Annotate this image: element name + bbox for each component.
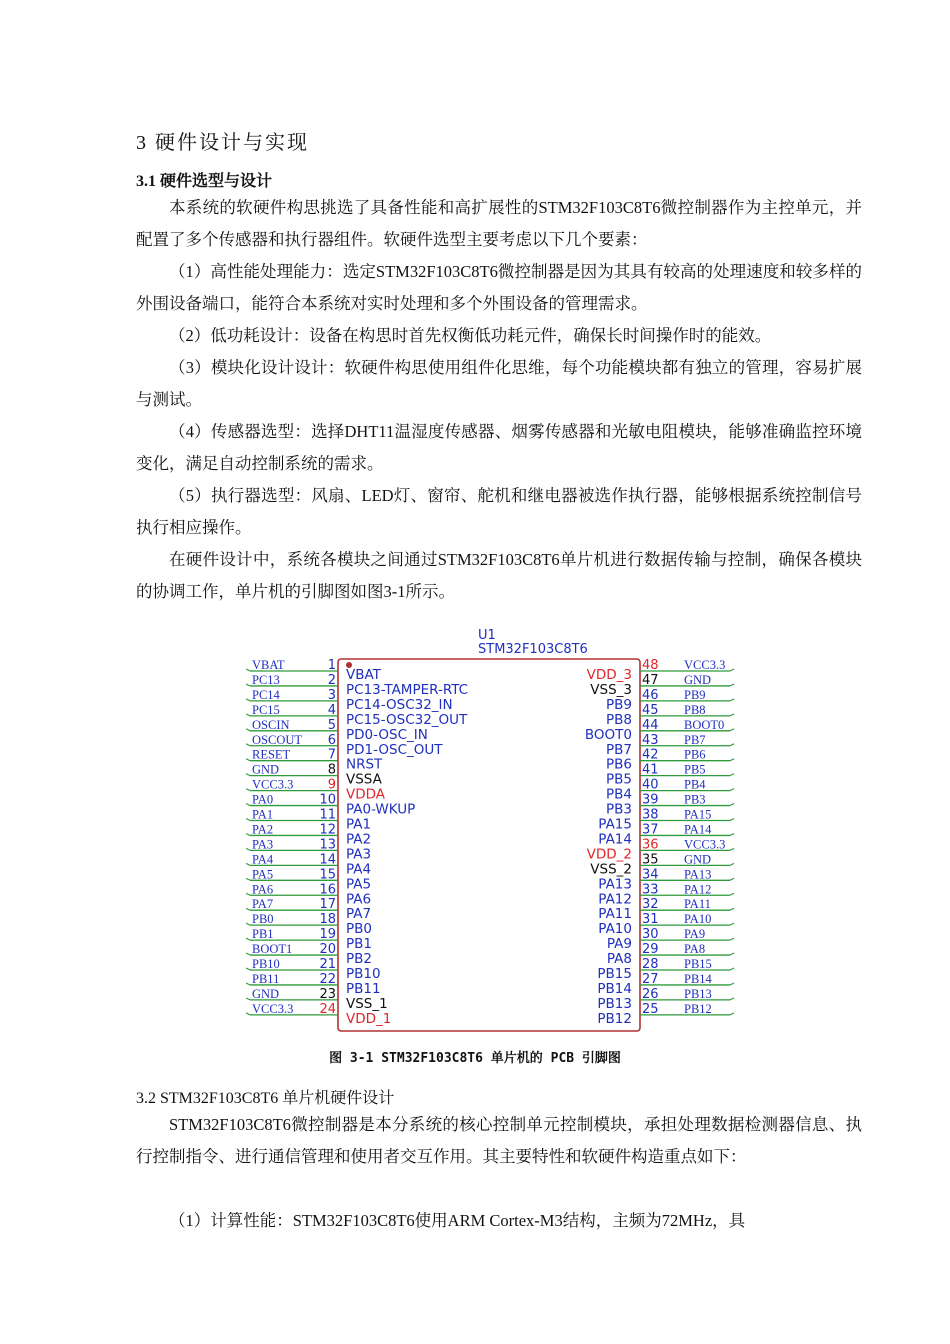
pin-wire-tip	[246, 774, 250, 776]
pin-name: BOOT0	[584, 726, 632, 743]
pin-name: PA8	[606, 951, 632, 968]
pin-number: 23	[319, 986, 336, 1002]
net-label: PA6	[252, 882, 274, 897]
paragraph-item-1: （1）高性能处理能力：选定STM32F103C8T6微控制器是因为其具有较高的处理速度和较多样的外围设备端口，能符合本系统对实时处理和多个外围设备的管理需求。	[136, 262, 862, 313]
pin-name: PA14	[598, 831, 632, 848]
pin-wire-tip	[246, 983, 250, 985]
pin-number: 43	[642, 732, 659, 748]
pin-name: PA4	[346, 861, 372, 878]
pin-wire-tip	[246, 744, 250, 746]
pin-name: PB15	[597, 966, 632, 982]
pin-wire-tip	[246, 759, 250, 761]
pin-wire-tip	[730, 714, 734, 716]
pin-number: 7	[327, 747, 336, 763]
net-label: PB12	[684, 1001, 712, 1016]
pin-name: PA13	[598, 876, 632, 893]
pin-wire-tip	[730, 744, 734, 746]
pinout-diagram	[246, 626, 746, 1038]
section-3-1-title: 3.1 硬件选型与设计	[136, 173, 273, 190]
pin-name: VBAT	[346, 667, 381, 683]
pin-wire-tip	[730, 699, 734, 701]
pin-number: 48	[642, 658, 659, 673]
part-number: STM32F103C8T6	[478, 642, 588, 657]
net-label: VCC3.3	[252, 777, 294, 792]
pin-name: PB10	[346, 966, 381, 982]
pin-number: 10	[319, 792, 336, 808]
pin-number: 22	[319, 971, 336, 987]
pin-name: PB2	[346, 951, 372, 968]
net-label: GND	[252, 986, 280, 1001]
net-label: GND	[684, 852, 712, 867]
pin-name: NRST	[346, 756, 383, 773]
pin-wire-tip	[246, 908, 250, 910]
pin-wire-tip	[730, 878, 734, 880]
net-label: VCC3.3	[252, 1001, 294, 1016]
net-label: PA14	[684, 822, 712, 837]
paragraph-item-2: （2）低功耗设计：设备在构思时首先权衡低功耗元件，确保长时间操作时的能效。	[169, 326, 772, 345]
net-label: GND	[684, 672, 712, 687]
net-label: PA13	[684, 867, 712, 882]
net-label: PB0	[252, 912, 274, 927]
net-label: PA11	[684, 897, 711, 912]
pin-name: PA0-WKUP	[346, 801, 416, 818]
net-label: VBAT	[252, 658, 285, 672]
pin-number: 35	[642, 852, 659, 868]
pin-wire-tip	[246, 684, 250, 686]
pin-number: 34	[642, 867, 659, 883]
pin-name: PB7	[606, 741, 632, 758]
net-label: PA10	[684, 912, 712, 927]
pin-number: 47	[642, 672, 659, 688]
pin-name: PA5	[346, 876, 372, 893]
net-label: PA1	[252, 807, 274, 822]
net-label: PB11	[252, 971, 280, 986]
pin-number: 13	[319, 837, 336, 853]
pin-wire-tip	[246, 669, 250, 671]
net-label: PA5	[252, 867, 274, 882]
net-label: PB14	[684, 971, 712, 986]
net-label: BOOT1	[252, 942, 293, 957]
pin-wire-tip	[730, 759, 734, 761]
pin-name: VSSA	[346, 771, 382, 788]
pin-name: PB11	[346, 980, 381, 997]
paragraph-intro: 本系统的软硬件构思挑选了具备性能和高扩展性的STM32F103C8T6微控制器作为主控单元，并配置了多个传感器和执行器组件。软硬件选型主要考虑以下几个要素：	[136, 198, 862, 249]
pin-number: 29	[642, 942, 659, 958]
pin-number: 37	[642, 822, 659, 838]
pin-wire-tip	[246, 1013, 250, 1015]
pin-wire-tip	[246, 998, 250, 1000]
pin-name: VDD_2	[586, 846, 632, 863]
pin-name: PB14	[597, 980, 632, 997]
net-label: PC13	[252, 672, 280, 687]
pin-number: 16	[319, 882, 336, 898]
pin-wire-tip	[246, 878, 250, 880]
paragraph-item-5: （5）执行器选型：风扇、LED灯、窗帘、舵机和继电器被选作执行器，能够根据系统控制信号执行相应操作。	[136, 486, 862, 537]
net-label: PB8	[684, 702, 706, 717]
net-label: RESET	[252, 747, 291, 762]
pin-number: 3	[327, 687, 336, 703]
pin-number: 45	[642, 702, 659, 718]
pin-name: PB4	[606, 786, 632, 803]
pin-wire-tip	[246, 848, 250, 850]
net-label: PB13	[684, 986, 712, 1001]
pin-name: PD0-OSC_IN	[346, 726, 428, 743]
net-label: PA4	[252, 852, 274, 867]
pin-name: PB6	[606, 756, 632, 773]
pin-wire-tip	[246, 833, 250, 835]
pin-name: PB13	[597, 995, 632, 1012]
pin-wire-tip	[730, 804, 734, 806]
pin-name: PA1	[346, 816, 372, 833]
net-label: PB3	[684, 792, 706, 807]
net-label: PC15	[252, 702, 280, 717]
pin-wire-tip	[730, 863, 734, 865]
pin-number: 31	[642, 912, 659, 928]
net-label: OSCIN	[252, 717, 290, 732]
pin-number: 8	[327, 762, 336, 778]
net-label: PB7	[684, 732, 706, 747]
pin-wire-tip	[246, 968, 250, 970]
paragraph-item-4: （4）传感器选型：选择DHT11温湿度传感器、烟雾传感器和光敏电阻模块，能够准确监控环境变化，满足自动控制系统的需求。	[136, 422, 862, 473]
pin-number: 11	[319, 807, 336, 823]
pin-name: VDDA	[346, 786, 386, 803]
pin-number: 36	[642, 837, 659, 853]
pin-number: 6	[327, 732, 336, 748]
pin-number: 1	[327, 658, 336, 673]
pin-name: PA15	[598, 816, 632, 833]
pin-wire-tip	[730, 998, 734, 1000]
pin-number: 21	[319, 957, 336, 972]
pin-number: 27	[642, 971, 659, 987]
pin-number: 26	[642, 986, 659, 1002]
pin-wire-tip	[730, 908, 734, 910]
pin-wire-tip	[730, 729, 734, 731]
pin-wire-tip	[246, 714, 250, 716]
pin-wire-tip	[246, 923, 250, 925]
pin-wire-tip	[246, 789, 250, 791]
net-label: VCC3.3	[684, 658, 726, 672]
net-label: PC14	[252, 687, 280, 702]
pin-number: 40	[642, 777, 659, 793]
pin-name: VSS_3	[590, 681, 632, 698]
pin-number: 24	[319, 1001, 336, 1017]
pin-name: PB5	[606, 771, 632, 788]
pin-wire-tip	[246, 938, 250, 940]
pin-wire-tip	[730, 938, 734, 940]
net-label: PB15	[684, 957, 712, 971]
pin-wire-tip	[730, 774, 734, 776]
pin-number: 14	[319, 852, 336, 868]
section-3-title: 3 硬件设计与实现	[136, 132, 309, 154]
section-3-2-title	[136, 1085, 394, 1108]
pin-number: 28	[642, 957, 659, 972]
pin-wire-tip	[246, 819, 250, 821]
pin-number: 2	[327, 672, 336, 688]
figure-caption: 图 3-1 STM32F103C8T6 单片机的 PCB 引脚图	[329, 1051, 621, 1066]
pin-number: 41	[642, 762, 659, 778]
pin-name: PB9	[606, 696, 632, 713]
pin-number: 39	[642, 792, 659, 808]
pin-wire-tip	[730, 968, 734, 970]
pin-name: VSS_1	[346, 995, 388, 1012]
pin-number: 42	[642, 747, 659, 763]
pin-name: PC13-TAMPER-RTC	[346, 681, 469, 698]
pin-name: VSS_2	[590, 861, 632, 878]
pin-number: 46	[642, 687, 659, 703]
net-label: PB9	[684, 687, 706, 702]
pin-number: 12	[319, 822, 336, 838]
pin-name: VDD_3	[586, 667, 632, 683]
pin-number: 30	[642, 927, 659, 943]
net-label: BOOT0	[684, 717, 725, 732]
pin-wire-tip	[730, 833, 734, 835]
pin-wire-tip	[730, 923, 734, 925]
pin-wire-tip	[246, 699, 250, 701]
pin-wire-tip	[730, 953, 734, 955]
pin-number: 20	[319, 942, 336, 958]
paragraph-mcu-intro: STM32F103C8T6微控制器是本分系统的核心控制单元控制模块，承担处理数据检测器信息、执行控制指令、进行通信管理和使用者交互作用。其主要特性和软硬件构造重点如下：	[136, 1115, 862, 1166]
net-label: PA3	[252, 837, 274, 852]
net-label: PB1	[252, 927, 274, 942]
net-label: PA15	[684, 807, 712, 822]
pin-number: 32	[642, 897, 659, 913]
pin-number: 18	[319, 912, 336, 928]
pin-number: 9	[327, 777, 336, 793]
pin-name: PA6	[346, 891, 372, 908]
pin-name: PB1	[346, 936, 372, 953]
pin-wire-tip	[246, 729, 250, 731]
paragraph-hardware-design: 在硬件设计中，系统各模块之间通过STM32F103C8T6单片机进行数据传输与控制，确保各模块的协调工作，单片机的引脚图如图3-1所示。	[136, 550, 862, 601]
pin-name: PA2	[346, 831, 372, 848]
pin-number: 15	[319, 867, 336, 883]
pin-number: 4	[327, 702, 336, 718]
net-label: PA0	[252, 792, 274, 807]
pin-name: VDD_1	[346, 1010, 392, 1027]
pin-wire-tip	[730, 848, 734, 850]
pin-wire-tip	[730, 1013, 734, 1015]
pin-number: 44	[642, 717, 659, 733]
pin-name: PB3	[606, 801, 632, 818]
pin-name: PB0	[346, 921, 372, 938]
pin-wire-tip	[730, 669, 734, 671]
pin-wire-tip	[246, 804, 250, 806]
pin-name: PA9	[606, 936, 632, 953]
net-label: PA12	[684, 882, 712, 897]
pin-name: PC15-OSC32_OUT	[346, 711, 468, 728]
pin-name: PD1-OSC_OUT	[346, 741, 443, 758]
pin-wire-tip	[246, 863, 250, 865]
pin-wire-tip	[730, 983, 734, 985]
net-label: PA8	[684, 942, 706, 957]
pin-wire-tip	[730, 789, 734, 791]
section-3-2-title-text: 3.2 STM32F103C8T6 单片机硬件设计	[136, 1090, 395, 1107]
pin-wire-tip	[246, 953, 250, 955]
pin-number: 38	[642, 807, 659, 823]
pin-name: PA12	[598, 891, 632, 908]
net-label: OSCOUT	[252, 732, 303, 747]
net-label: PA2	[252, 822, 274, 837]
net-label: PB4	[684, 777, 706, 792]
pin-number: 33	[642, 882, 659, 898]
net-label: GND	[252, 762, 280, 777]
paragraph-item-3: （3）模块化设计设计：软硬件构思使用组件化思维，每个功能模块都有独立的管理，容易扩展与测试。	[136, 358, 862, 409]
pin-name: PA10	[598, 921, 632, 938]
net-label: PA7	[252, 897, 274, 912]
net-label: PA9	[684, 927, 706, 942]
pin-name: PA11	[598, 906, 632, 923]
paragraph-mcu-item-1: （1）计算性能：STM32F103C8T6使用ARM Cortex-M3结构，主频为72MHz，具	[169, 1211, 746, 1230]
pin-wire-tip	[730, 893, 734, 895]
net-label: PB10	[252, 957, 280, 971]
pin-wire-tip	[730, 819, 734, 821]
net-label: VCC3.3	[684, 837, 726, 852]
net-label: PB6	[684, 747, 706, 762]
net-label: PB5	[684, 762, 706, 777]
pin-name: PB8	[606, 711, 632, 728]
pin-number: 17	[319, 897, 336, 913]
pin-name: PA7	[346, 906, 372, 923]
pin-wire-tip	[246, 893, 250, 895]
pin-name: PB12	[597, 1010, 632, 1027]
pin-name: PA3	[346, 846, 372, 863]
pin-number: 5	[327, 717, 336, 733]
pin-number: 19	[319, 927, 336, 943]
right-pins	[585, 658, 734, 1027]
part-reference: U1	[478, 628, 496, 643]
pin-wire-tip	[730, 684, 734, 686]
pin-number: 25	[642, 1001, 659, 1017]
pin-name: PC14-OSC32_IN	[346, 696, 453, 713]
